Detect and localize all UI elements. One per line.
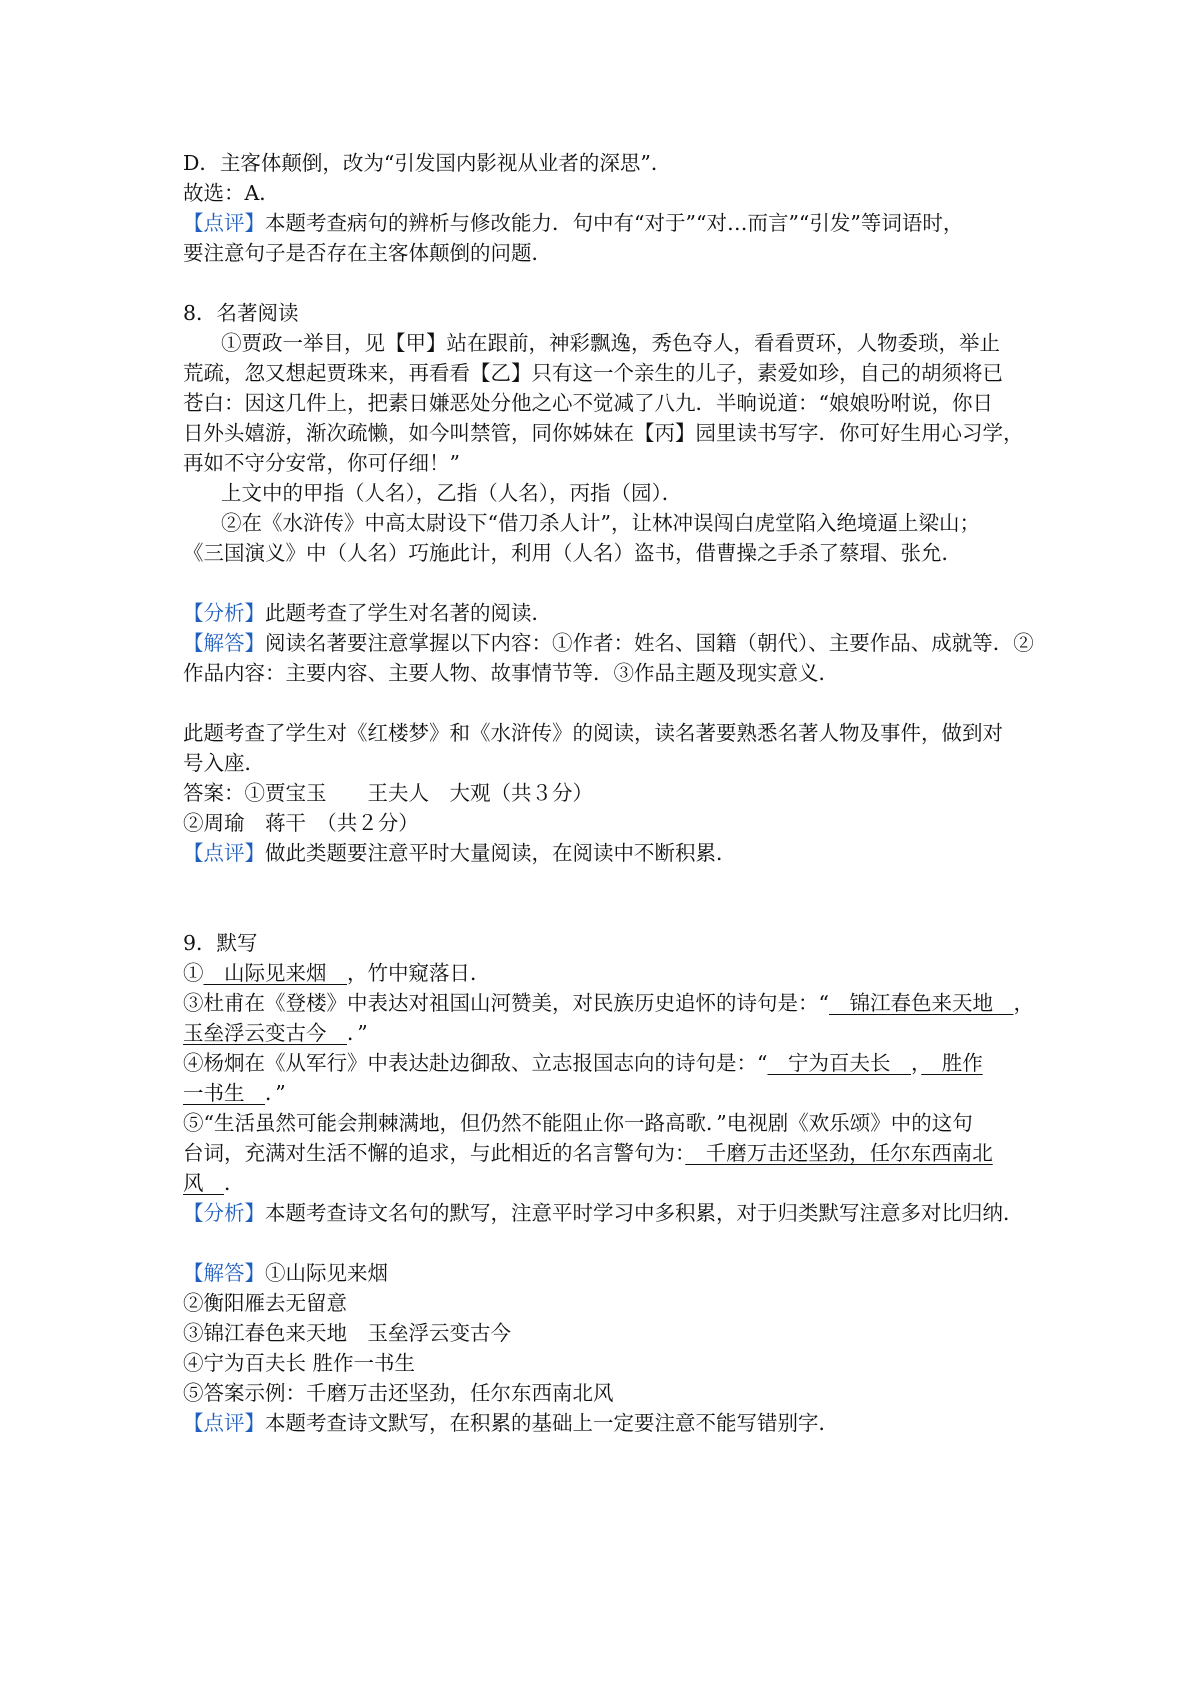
item-text: ③杜甫在《登楼》中表达对祖国山河赞美，对民族历史追怀的诗句是：“ bbox=[183, 991, 829, 1015]
q8-answer bbox=[183, 628, 1034, 658]
q9-item-5-line3 bbox=[183, 1168, 245, 1198]
q8-passage-line: 荒疏，忽又想起贾珠来，再看看【乙】只有这一个亲生的儿子，素爱如珍，自己的胡须将已 bbox=[183, 361, 1003, 385]
q9-answer bbox=[183, 1258, 388, 1288]
q8-analysis bbox=[183, 598, 552, 628]
q8-passage-line: 再如不守分安常，你可仔细！” bbox=[183, 451, 460, 475]
q7-review bbox=[183, 208, 963, 238]
q9-review bbox=[183, 1408, 839, 1438]
fill-answer: 千磨万击还坚劲，任尔东西南北 bbox=[685, 1141, 993, 1165]
fill-answer: 一书生 bbox=[183, 1081, 265, 1105]
q9-answer-line: ④宁为百夫长 胜作一书生 bbox=[183, 1351, 416, 1375]
q9-answer-line: ⑤答案示例：千磨万击还坚劲，任尔东西南北风 bbox=[183, 1381, 614, 1405]
q8-note-line2: 号入座． bbox=[183, 751, 265, 775]
fill-answer: 玉垒浮云变古今 bbox=[183, 1021, 347, 1045]
q8-key-1: 答案：①贾宝玉 王夫人 大观（共３分） bbox=[183, 781, 593, 805]
q7-choice: 故选：A． bbox=[183, 181, 280, 205]
q9-item-5-line2 bbox=[183, 1138, 993, 1168]
analysis-tag: 【分析】 bbox=[183, 1201, 265, 1225]
item-text: ．” bbox=[347, 1021, 368, 1045]
item-text: ． bbox=[224, 1171, 245, 1195]
fill-answer: 风 bbox=[183, 1171, 224, 1195]
q8-analysis-text: 此题考查了学生对名著的阅读． bbox=[265, 601, 552, 625]
q7-review-text: 本题考查病句的辨析与修改能力．句中有“对于”“对…而言”“引发”等词语时， bbox=[265, 211, 964, 235]
q9-item-4 bbox=[183, 1048, 983, 1078]
q8-review-text: 做此类题要注意平时大量阅读，在阅读中不断积累． bbox=[265, 841, 737, 865]
q8-question-2: ②在《水浒传》中高太尉设下“借刀杀人计”，让林冲误闯白虎堂陷入绝境逼上梁山； bbox=[221, 511, 980, 535]
q8-note: 此题考查了学生对《红楼梦》和《水浒传》的阅读，读名著要熟悉名著人物及事件，做到对 bbox=[183, 721, 1003, 745]
q9-answer-line: ②衡阳雁去无留意 bbox=[183, 1291, 347, 1315]
item-text: ，竹中窥落日． bbox=[347, 961, 491, 985]
q9-analysis-text: 本题考查诗文名句的默写，注意平时学习中多积累，对于归类默写注意多对比归纳． bbox=[265, 1201, 1024, 1225]
q9-answer-text: ①山际见来烟 bbox=[265, 1261, 388, 1285]
q7-option-d: D．主客体颠倒，改为“引发国内影视从业者的深思”． bbox=[183, 151, 672, 175]
q8-passage-line: 日外头嬉游，渐次疏懒，如今叫禁管，同你姊妹在【丙】园里读书写字．你可好生用心习学， bbox=[183, 421, 1024, 445]
item-number: ① bbox=[183, 961, 204, 985]
q8-heading: 8．名著阅读 bbox=[183, 301, 299, 325]
q8-passage-line: ①贾政一举目，见【甲】站在跟前，神彩飘逸，秀色夺人，看看贾环，人物委琐，举止 bbox=[221, 331, 1000, 355]
review-tag: 【点评】 bbox=[183, 1411, 265, 1435]
q7-review-line2: 要注意句子是否存在主客体颠倒的问题． bbox=[183, 241, 552, 265]
q9-review-text: 本题考查诗文默写，在积累的基础上一定要注意不能写错别字． bbox=[265, 1411, 839, 1435]
q9-item-1 bbox=[183, 958, 491, 988]
q8-answer-text: 阅读名著要注意掌握以下内容：①作者：姓名、国籍（朝代）、主要作品、成就等．② bbox=[265, 631, 1034, 655]
q8-answer-line2: 作品内容：主要内容、主要人物、故事情节等．③作品主题及现实意义． bbox=[183, 661, 839, 685]
fill-answer: 锦江春色来天地 bbox=[828, 991, 1014, 1015]
item-text: ④杨炯在《从军行》中表达赴边御敌、立志报国志向的诗句是：“ bbox=[183, 1051, 768, 1075]
fill-answer: 山际见来烟 bbox=[203, 961, 347, 985]
analysis-tag: 【分析】 bbox=[183, 601, 265, 625]
q9-item-5: ⑤“生活虽然可能会荆棘满地，但仍然不能阻止你一路高歌．”电视剧《欢乐颂》中的这句 bbox=[183, 1111, 973, 1135]
item-text: ．” bbox=[265, 1081, 286, 1105]
q8-question-1: 上文中的甲指（人名），乙指（人名），丙指（园）． bbox=[221, 481, 683, 505]
item-text: 台词，充满对生活不懈的追求，与此相近的名言警句为： bbox=[183, 1141, 686, 1165]
answer-tag: 【解答】 bbox=[183, 1261, 265, 1285]
q8-review bbox=[183, 838, 737, 868]
item-text: ， bbox=[910, 1051, 922, 1075]
review-tag: 【点评】 bbox=[183, 211, 265, 235]
q9-heading: 9．默写 bbox=[183, 931, 258, 955]
fill-answer: 胜作 bbox=[921, 1051, 983, 1075]
q8-passage-line: 苍白：因这几件上，把素日嫌恶处分他之心不觉减了八九．半晌说道：“娘娘吩咐说，你日 bbox=[183, 391, 993, 415]
q8-key-2: ②周瑜 蒋干 （共２分） bbox=[183, 811, 419, 835]
q9-item-3 bbox=[183, 988, 1034, 1018]
q9-item-4-line2 bbox=[183, 1078, 286, 1108]
q9-analysis bbox=[183, 1198, 1024, 1228]
q9-item-3-line2 bbox=[183, 1018, 368, 1048]
answer-tag: 【解答】 bbox=[183, 631, 265, 655]
q9-answer-line: ③锦江春色来天地 玉垒浮云变古今 bbox=[183, 1321, 511, 1345]
q8-question-2-line2: 《三国演义》中（人名）巧施此计，利用（人名）盗书，借曹操之手杀了蔡瑁、张允． bbox=[183, 541, 962, 565]
fill-answer: 宁为百夫长 bbox=[767, 1051, 911, 1075]
review-tag: 【点评】 bbox=[183, 841, 265, 865]
item-text: ， bbox=[1013, 991, 1034, 1015]
